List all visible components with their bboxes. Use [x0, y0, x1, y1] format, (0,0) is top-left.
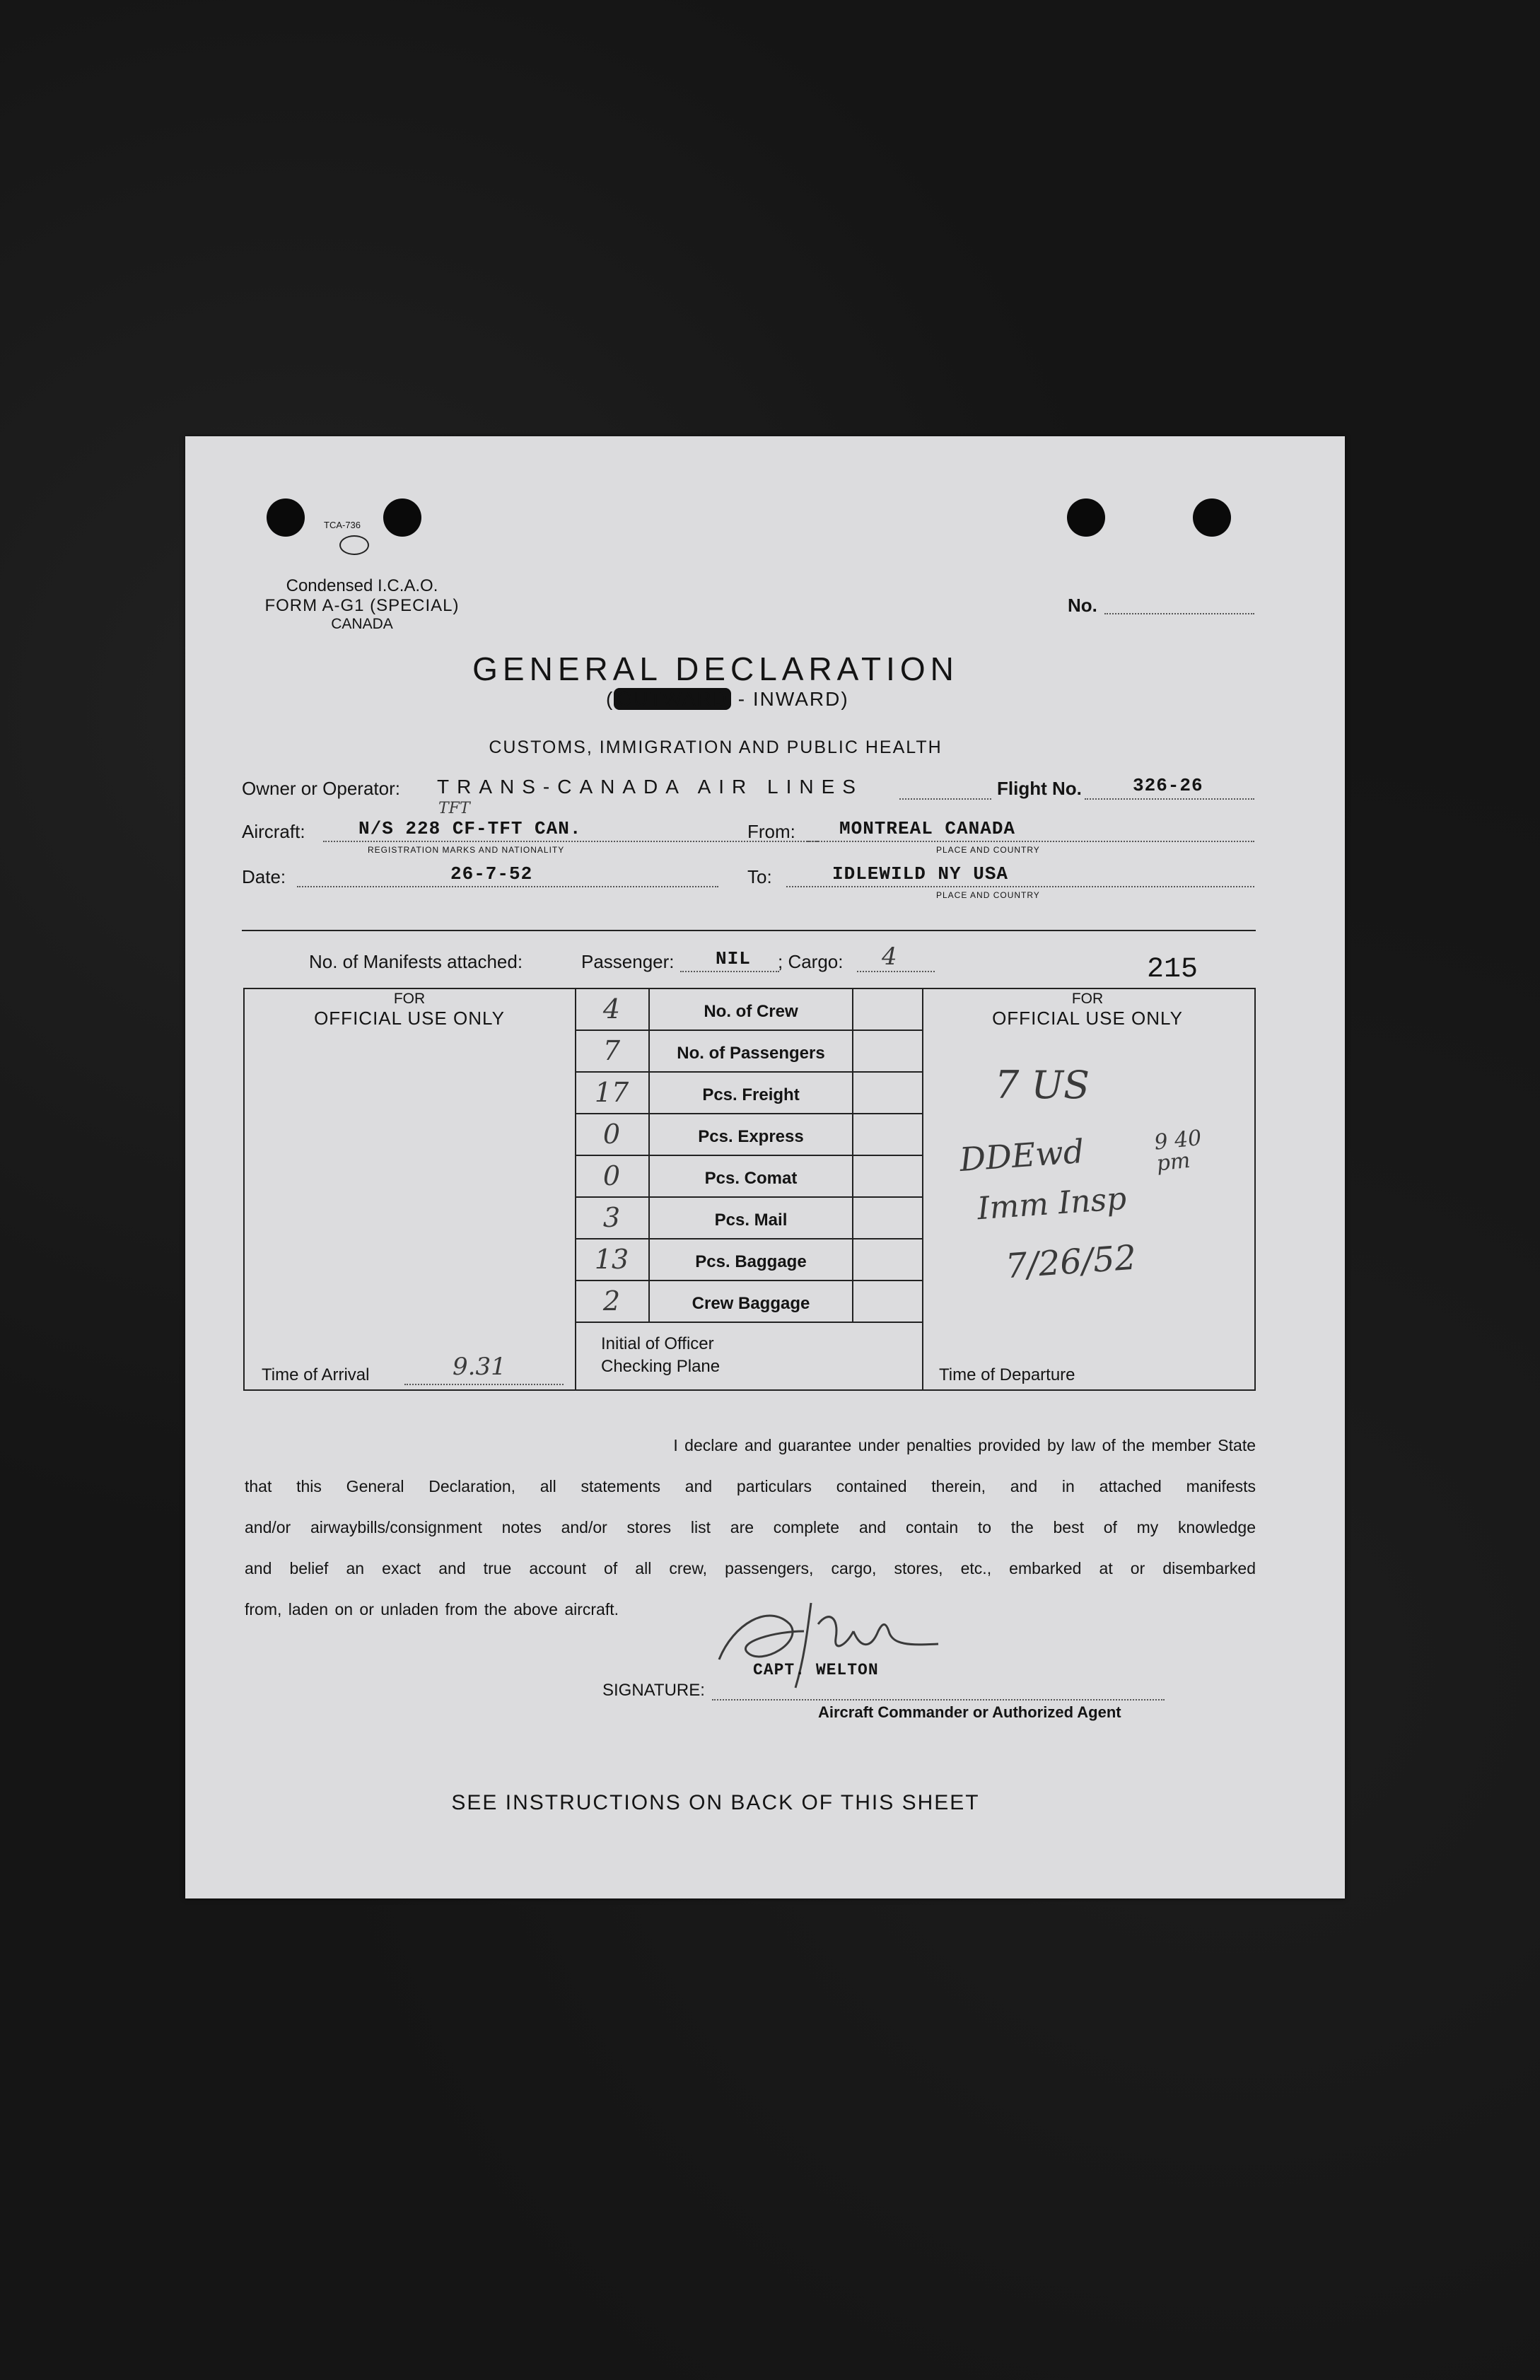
tca-logo-icon	[339, 535, 369, 555]
arrival-value: 9.31	[453, 1353, 506, 1381]
declaration-line-3: and/or airwaybills/consignment notes and/or stores list are complete and contain to the best of my knowledge	[245, 1518, 1256, 1536]
row-2-label: No. of Passengers	[677, 1044, 825, 1063]
to-line	[786, 886, 1254, 887]
left-header-official: OFFICIAL USE ONLY	[314, 1008, 505, 1029]
aircraft-annotation: TFT	[438, 800, 470, 817]
signature-name: CAPT. WELTON	[753, 1661, 879, 1679]
form-header-line2: FORM A-G1 (SPECIAL)	[264, 596, 460, 615]
form-number-label: No.	[1068, 595, 1097, 616]
row-6-value: 3	[602, 1202, 621, 1233]
page-title: GENERAL DECLARATION	[472, 651, 959, 687]
row-4-rule	[575, 1155, 923, 1156]
punch-hole-right-2	[1193, 498, 1231, 537]
cargo-line	[857, 971, 935, 972]
from-value: MONTREAL CANADA	[839, 818, 1016, 839]
instructions-footer: SEE INSTRUCTIONS ON BACK OF THIS SHEET	[451, 1791, 980, 1814]
passenger-label: Passenger:	[581, 951, 675, 972]
divider	[242, 930, 1256, 931]
row-5-rule	[575, 1196, 923, 1198]
tca-code: TCA-736	[324, 520, 361, 530]
right-header-official: OFFICIAL USE ONLY	[992, 1008, 1183, 1029]
row-1-label: No. of Crew	[704, 1002, 798, 1021]
departure-label: Time of Departure	[939, 1365, 1075, 1384]
row-5-value: 0	[602, 1160, 621, 1191]
declaration-line-1: I declare and guarantee under penalties provided by law of the member State	[673, 1436, 1256, 1454]
row-3-label: Pcs. Freight	[702, 1085, 800, 1104]
note-date: 7/26/52	[1004, 1237, 1138, 1287]
initial-officer-label	[601, 1333, 720, 1378]
note-us: 7 US	[995, 1063, 1090, 1107]
flight-no-label: Flight No.	[997, 778, 1082, 799]
arrival-label: Time of Arrival	[262, 1365, 370, 1384]
row-5-label: Pcs. Comat	[704, 1169, 798, 1188]
initial-label-line2: Checking Plane	[601, 1357, 721, 1376]
note-imm-insp: Imm Insp	[976, 1180, 1128, 1227]
cargo-label: ; Cargo:	[778, 951, 844, 972]
declaration-line-5: from, laden on or unladen from the above aircraft.	[245, 1600, 619, 1618]
row-1-rule	[575, 1029, 923, 1031]
from-label: From:	[747, 821, 795, 842]
stamp-number: 215	[1147, 954, 1198, 986]
subtitle-row: ( OUTWARD - INWARD)	[606, 688, 849, 710]
to-caption: PLACE AND COUNTRY	[936, 890, 1040, 900]
owner-label: Owner or Operator:	[242, 778, 400, 799]
subtitle-inward: - INWARD)	[737, 688, 849, 710]
date-label: Date:	[242, 866, 286, 887]
passenger-line	[680, 971, 779, 972]
form-number-line	[1104, 613, 1254, 614]
owner-line	[899, 798, 991, 800]
flight-no-line	[1085, 798, 1254, 800]
note-time: 9 40 pm	[1153, 1125, 1203, 1177]
general-declaration-form	[185, 436, 1345, 1898]
flight-no-value: 326-26	[1133, 775, 1203, 796]
row-7-rule	[575, 1280, 923, 1281]
from-caption: PLACE AND COUNTRY	[936, 845, 1040, 855]
signature-caption: Aircraft Commander or Authorized Agent	[818, 1703, 1121, 1721]
arrival-line	[404, 1384, 564, 1385]
left-header-for: FOR	[393, 991, 426, 1007]
row-7-label: Pcs. Baggage	[695, 1252, 807, 1271]
row-3-value: 17	[594, 1077, 629, 1108]
form-header-line1: Condensed I.C.A.O.	[286, 576, 438, 595]
aircraft-value: N/S 228 CF-TFT CAN.	[358, 818, 582, 839]
cargo-value: 4	[882, 943, 897, 971]
to-value: IDLEWILD NY USA	[832, 863, 1009, 885]
aircraft-caption: REGISTRATION MARKS AND NATIONALITY	[368, 845, 565, 855]
date-line	[297, 886, 718, 887]
date-value: 26-7-52	[450, 863, 533, 885]
initial-label-line1: Initial of Officer	[601, 1334, 714, 1353]
row-4-label: Pcs. Express	[698, 1127, 804, 1146]
owner-value: TRANS-CANADA AIR LINES	[437, 776, 863, 798]
subheading: CUSTOMS, IMMIGRATION AND PUBLIC HEALTH	[489, 737, 943, 757]
form-header-line3: CANADA	[331, 616, 393, 632]
table-divider-4	[922, 988, 923, 1389]
to-label: To:	[747, 866, 772, 887]
row-8-label: Crew Baggage	[692, 1294, 810, 1313]
right-header-for: FOR	[1071, 991, 1104, 1007]
note-inspector: DDEwd	[958, 1131, 1085, 1179]
punch-hole-right-1	[1067, 498, 1105, 537]
declaration-line-2: that this General Declaration, all statements and particulars contained therein, and in attached manifests	[245, 1477, 1256, 1495]
row-2-rule	[575, 1071, 923, 1073]
row-6-label: Pcs. Mail	[714, 1211, 788, 1230]
row-3-rule	[575, 1113, 923, 1114]
row-2-value: 7	[602, 1035, 621, 1066]
passenger-value: NIL	[716, 948, 751, 969]
punch-hole-left-2	[383, 498, 421, 537]
punch-hole-left	[267, 498, 305, 537]
row-7-value: 13	[594, 1244, 629, 1275]
row-8-value: 2	[602, 1285, 621, 1317]
manifests-label: No. of Manifests attached:	[309, 951, 523, 972]
from-line	[807, 841, 1254, 842]
row-8-rule	[575, 1322, 923, 1323]
signature-line	[712, 1699, 1165, 1701]
row-1-value: 4	[602, 993, 621, 1025]
aircraft-line	[323, 841, 818, 842]
aircraft-label: Aircraft:	[242, 821, 305, 842]
row-6-rule	[575, 1238, 923, 1239]
row-4-value: 0	[602, 1119, 621, 1150]
signature-label: SIGNATURE:	[602, 1681, 705, 1700]
declaration-line-4: and belief an exact and true account of all crew, passengers, cargo, stores, etc., embarked at or disembarked	[245, 1559, 1256, 1577]
struck-outward: OUTWARD	[614, 688, 731, 710]
